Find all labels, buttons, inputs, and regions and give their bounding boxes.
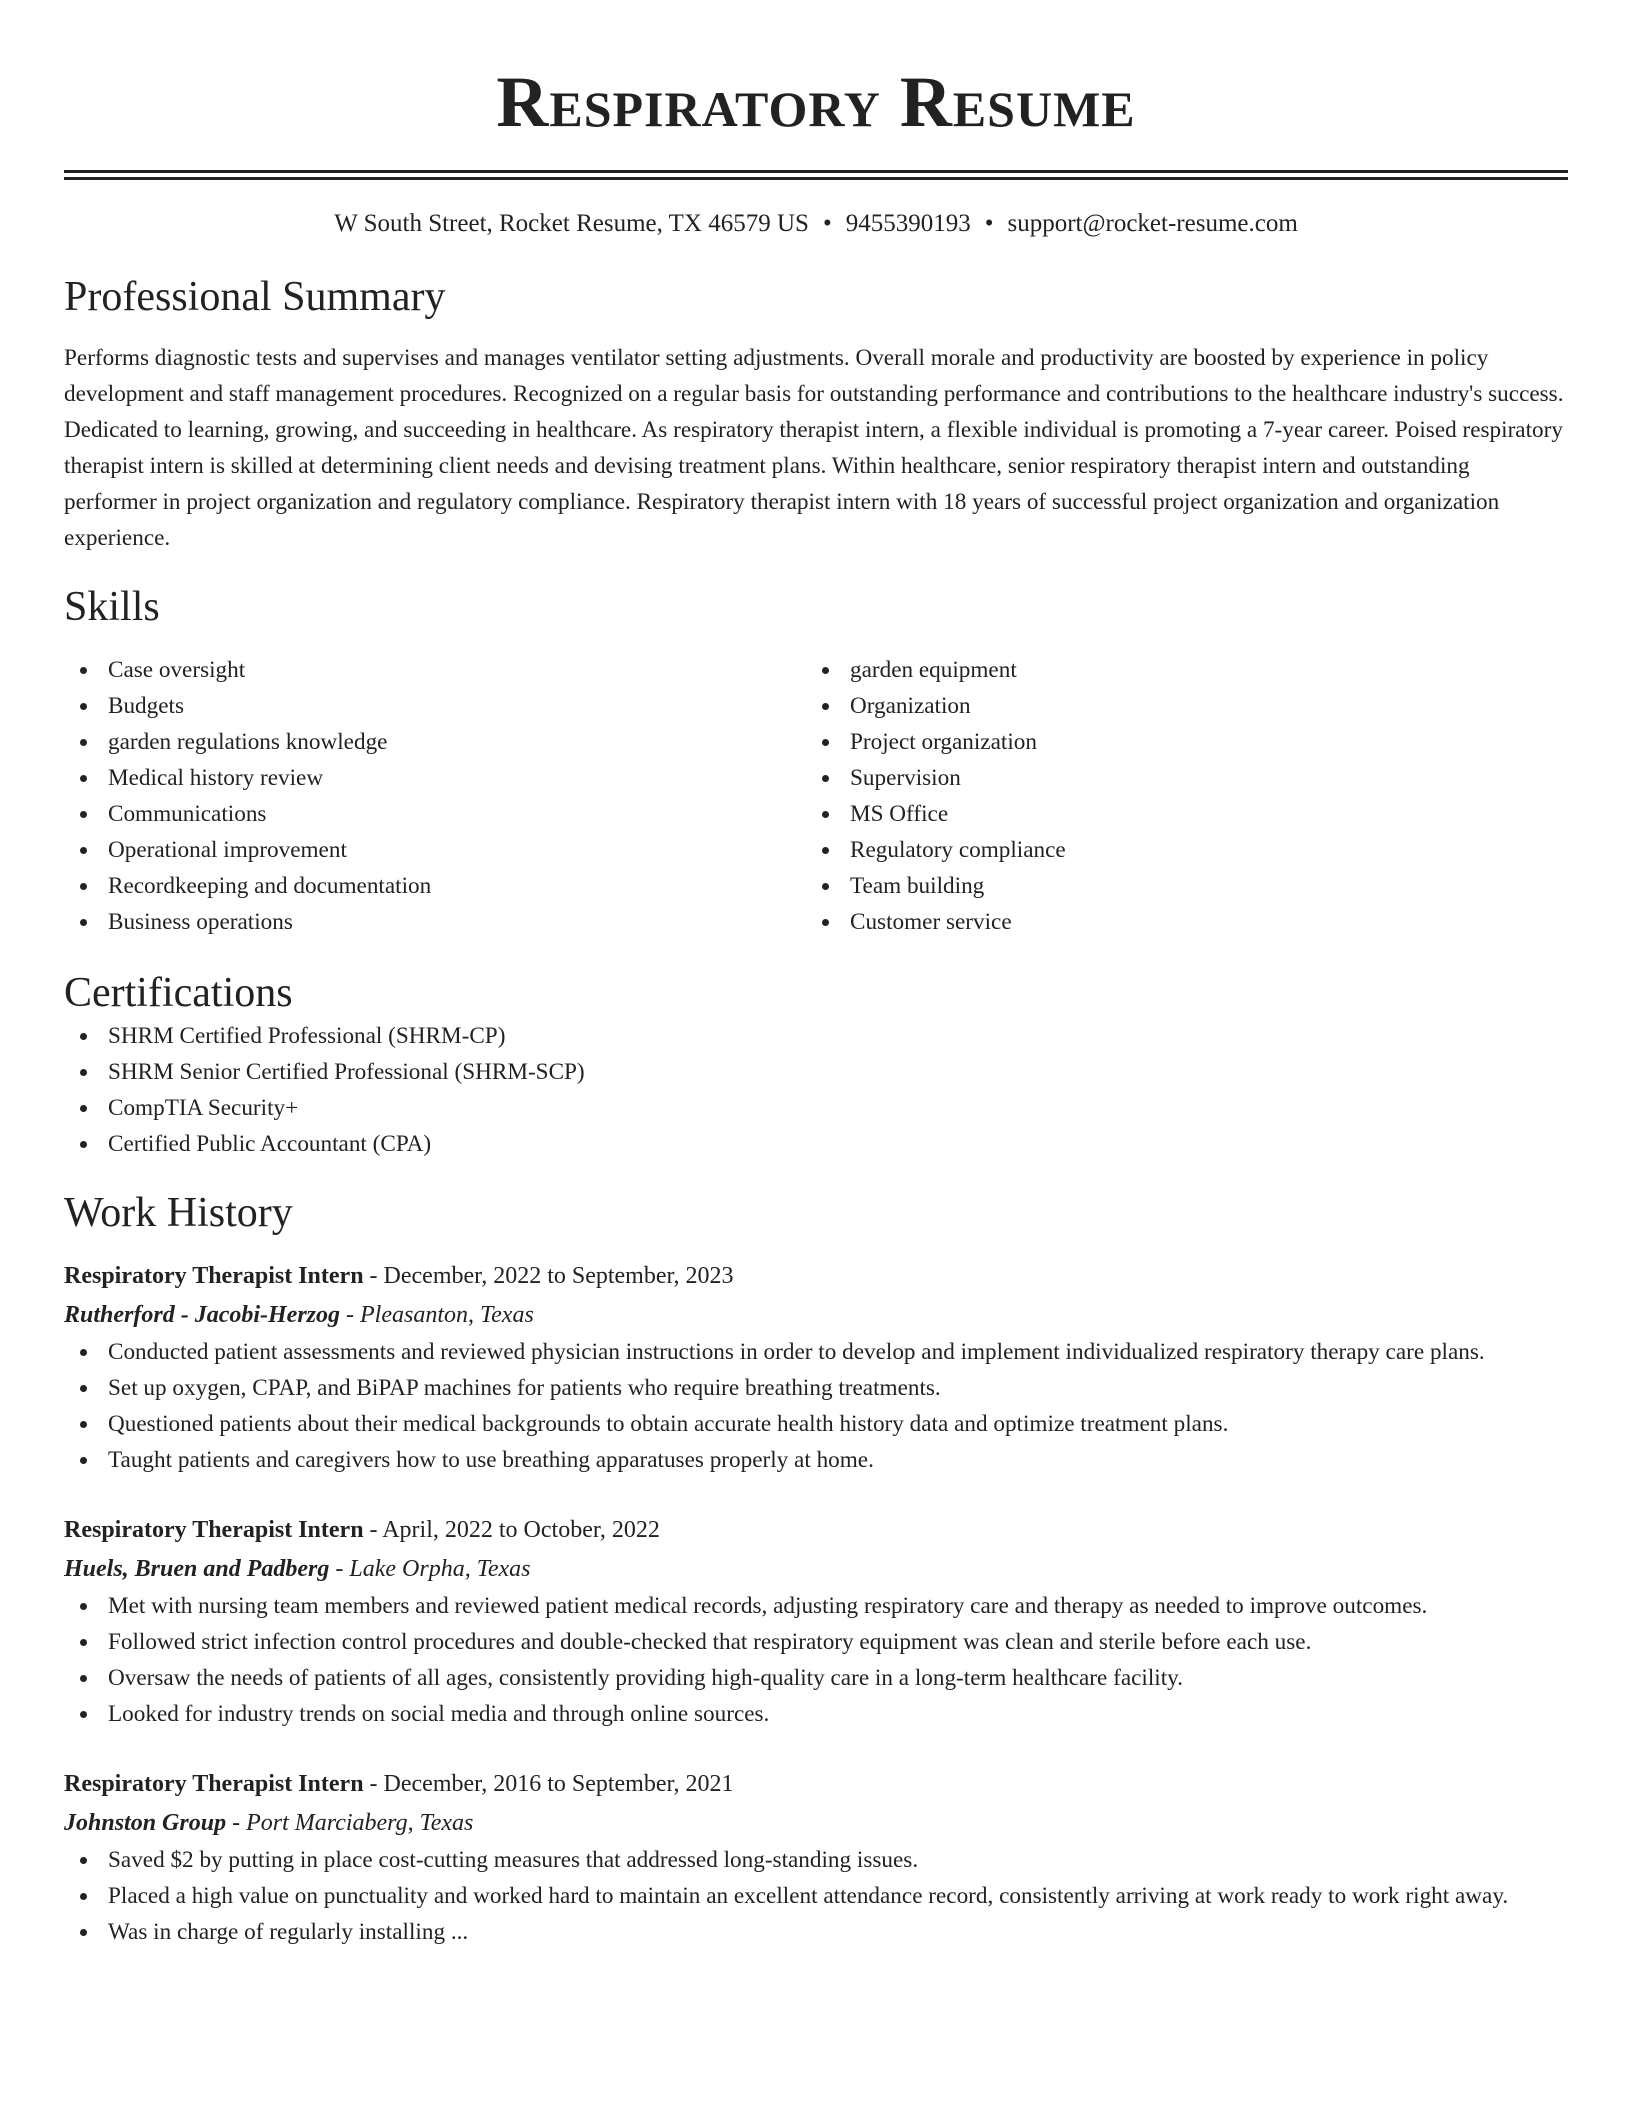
job-duties-list xyxy=(64,1842,1568,1950)
job-title: Respiratory Therapist Intern xyxy=(64,1263,364,1289)
job-duties-list xyxy=(64,1334,1568,1478)
job-dates: April, 2022 to October, 2022 xyxy=(382,1517,660,1543)
job-entry xyxy=(64,1510,1568,1732)
job-duty: Taught patients and caregivers how to use breathing apparatuses properly at home. xyxy=(64,1442,1568,1478)
job-duty: Saved $2 by putting in place cost-cutting measures that addressed long-standing issues. xyxy=(64,1842,1568,1878)
job-title-line: Respiratory Therapist Intern - December, 2016 to September, 2021 xyxy=(64,1771,734,1797)
job-company-line: Rutherford - Jacobi-Herzog - Pleasanton, Texas xyxy=(64,1302,534,1328)
job-duty: Met with nursing team members and reviewed patient medical records, adjusting respiratory care and therapy as needed to improve outcomes. xyxy=(64,1588,1568,1624)
skill-item: Team building xyxy=(806,868,1548,904)
job-title-line: Respiratory Therapist Intern - December, 2022 to September, 2023 xyxy=(64,1263,734,1289)
contact-separator: • xyxy=(984,210,994,237)
skill-item: garden equipment xyxy=(806,652,1548,688)
skills-grid xyxy=(64,652,1568,940)
job-duty: Looked for industry trends on social media and through online sources. xyxy=(64,1696,1568,1732)
job-company: Rutherford - Jacobi-Herzog xyxy=(64,1302,340,1328)
job-company: Johnston Group xyxy=(64,1810,227,1836)
skill-item: garden regulations knowledge xyxy=(64,724,806,760)
skill-item: Regulatory compliance xyxy=(806,832,1548,868)
certifications-heading: Certifications xyxy=(64,970,293,1016)
contact-separator: • xyxy=(822,210,832,237)
certification-item: CompTIA Security+ xyxy=(64,1090,1568,1126)
job-dates: December, 2022 to September, 2023 xyxy=(383,1263,734,1289)
skill-item: Project organization xyxy=(806,724,1548,760)
job-dates: December, 2016 to September, 2021 xyxy=(383,1771,734,1797)
job-location: Pleasanton, Texas xyxy=(360,1302,534,1328)
contact-phone: 9455390193 xyxy=(845,210,971,237)
job-company-line: Huels, Bruen and Padberg - Lake Orpha, Texas xyxy=(64,1556,531,1582)
job-entry xyxy=(64,1764,1568,1950)
job-company-line: Johnston Group - Port Marciaberg, Texas xyxy=(64,1810,474,1836)
summary-heading: Professional Summary xyxy=(64,274,446,320)
job-duty: Questioned patients about their medical backgrounds to obtain accurate health history data and optimize treatment plans. xyxy=(64,1406,1568,1442)
job-title: Respiratory Therapist Intern xyxy=(64,1771,364,1797)
job-duty: Was in charge of regularly installing ... xyxy=(64,1914,1568,1950)
job-title-line: Respiratory Therapist Intern - April, 2022 to October, 2022 xyxy=(64,1517,660,1543)
contact-line xyxy=(64,208,1568,240)
job-company: Huels, Bruen and Padberg xyxy=(64,1556,330,1582)
resume-page xyxy=(64,0,1568,1950)
skill-item: Supervision xyxy=(806,760,1548,796)
skill-item: Operational improvement xyxy=(64,832,806,868)
job-entry xyxy=(64,1256,1568,1478)
skill-item: Medical history review xyxy=(64,760,806,796)
skill-item: Communications xyxy=(64,796,806,832)
skill-item: Customer service xyxy=(806,904,1548,940)
summary-text: Performs diagnostic tests and supervises and manages ventilator setting adjustments. Overall morale and productivity are boosted by experience in policy development and staff management procedures. Recognized on a regular basis for outstanding performance and contributions to the healthcare industry's success. Dedicated to learning, growing, and succeeding in healthcare. As respiratory therapist intern, a flexible individual is promoting a 7-year career. Poised respiratory therapist intern is skilled at determining client needs and devising treatment plans. Within healthcare, senior respiratory therapist intern and outstanding performer in project organization and regulatory compliance. Respiratory therapist intern with 18 years of successful project organization and organization experience. xyxy=(64,345,1564,551)
job-duty: Oversaw the needs of patients of all ages, consistently providing high-quality care in a long-term healthcare facility. xyxy=(64,1660,1568,1696)
certifications-list xyxy=(64,1018,1568,1162)
title-divider xyxy=(64,170,1568,180)
job-duty: Conducted patient assessments and reviewed physician instructions in order to develop and implement individualized respiratory therapy care plans. xyxy=(64,1334,1568,1370)
certifications-section xyxy=(64,968,1568,1162)
job-duty: Placed a high value on punctuality and worked hard to maintain an excellent attendance record, consistently arriving at work ready to work right away. xyxy=(64,1878,1568,1914)
skills-section xyxy=(64,582,1568,940)
skill-item: Budgets xyxy=(64,688,806,724)
work-history-heading: Work History xyxy=(64,1190,293,1236)
job-location: Lake Orpha, Texas xyxy=(349,1556,531,1582)
skills-list-right xyxy=(806,652,1548,940)
certification-item: SHRM Senior Certified Professional (SHRM-SCP) xyxy=(64,1054,1568,1090)
skills-heading: Skills xyxy=(64,584,160,630)
summary-section xyxy=(64,272,1568,556)
work-history-section xyxy=(64,1188,1568,1950)
job-duty: Followed strict infection control procedures and double-checked that respiratory equipment was clean and sterile before each use. xyxy=(64,1624,1568,1660)
skills-list-left xyxy=(64,652,806,940)
skill-item: MS Office xyxy=(806,796,1548,832)
job-title: Respiratory Therapist Intern xyxy=(64,1517,364,1543)
skill-item: Recordkeeping and documentation xyxy=(64,868,806,904)
job-location: Port Marciaberg, Texas xyxy=(246,1810,474,1836)
job-duty: Set up oxygen, CPAP, and BiPAP machines for patients who require breathing treatments. xyxy=(64,1370,1568,1406)
contact-address: W South Street, Rocket Resume, TX 46579 US xyxy=(334,210,809,237)
skill-item: Case oversight xyxy=(64,652,806,688)
skill-item: Business operations xyxy=(64,904,806,940)
job-duties-list xyxy=(64,1588,1568,1732)
certification-item: Certified Public Accountant (CPA) xyxy=(64,1126,1568,1162)
contact-email: support@rocket-resume.com xyxy=(1007,210,1298,237)
skill-item: Organization xyxy=(806,688,1548,724)
resume-title: Respiratory Resume xyxy=(496,62,1136,142)
certification-item: SHRM Certified Professional (SHRM-CP) xyxy=(64,1018,1568,1054)
